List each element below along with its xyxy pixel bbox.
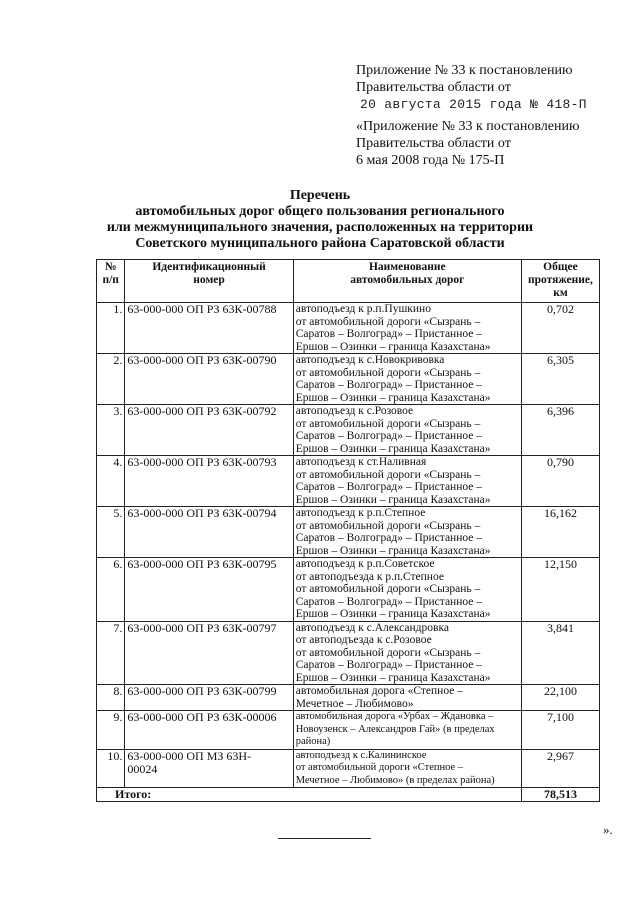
- row-length: 0,702: [521, 303, 599, 354]
- row-length: 6,305: [521, 354, 599, 405]
- row-number: 8.: [97, 685, 125, 711]
- title-line-2: автомобильных дорог общего пользования регионального: [135, 204, 505, 219]
- header-line-2: Правительства области от: [356, 80, 511, 95]
- table-row: [97, 354, 600, 405]
- row-road-name: автоподъезд к р.п.Пушкино от автомобильной дороги «Сызрань – Саратов – Волгоград» – Пристанное – Ершов – Озинки – граница Казахстана»: [293, 303, 521, 354]
- row-road-name: автомобильная дорога «Урбах – Ждановка – Новоузенск – Александров Гай» (в пределах района): [293, 711, 521, 750]
- table-row: [97, 507, 600, 558]
- row-number: 6.: [97, 558, 125, 622]
- total-value: 78,513: [521, 788, 599, 802]
- row-road-name: автоподъезд к с.Новокривовка от автомобильной дороги «Сызрань – Саратов – Волгоград» – Пристанное – Ершов – Озинки – граница Казахстана»: [293, 354, 521, 405]
- header2-line-2: Правительства области от: [356, 136, 511, 151]
- table-row: [97, 621, 600, 685]
- title-line-1: Перечень: [289, 188, 351, 203]
- row-number: 9.: [97, 711, 125, 750]
- row-length: 2,967: [521, 749, 599, 788]
- table-row: [97, 558, 600, 622]
- row-number: 4.: [97, 456, 125, 507]
- row-identifier: 63-000-000 ОП РЗ 63К-00793: [125, 456, 293, 507]
- row-length: 3,841: [521, 621, 599, 685]
- table-row: [97, 303, 600, 354]
- table-row: [97, 456, 600, 507]
- row-length: 7,100: [521, 711, 599, 750]
- signature-line: [278, 838, 371, 839]
- row-identifier: 63-000-000 ОП РЗ 63К-00790: [125, 354, 293, 405]
- row-road-name: автомобильная дорога «Степное – Мечетное – Любимово»: [293, 685, 521, 711]
- row-length: 0,790: [521, 456, 599, 507]
- row-road-name: автоподъезд к р.п.Степное от автомобильной дороги «Сызрань – Саратов – Волгоград» – Пристанное – Ершов – Озинки – граница Казахстана»: [293, 507, 521, 558]
- header-line-1: Приложение № 33 к постановлению: [356, 63, 573, 78]
- row-road-name: автоподъезд к р.п.Советское от автоподъезда к р.п.Степное от автомобильной дороги «Сызрань – Саратов – Волгоград» – Пристанное – Ершов – Озинки – граница Казахстана»: [293, 558, 521, 622]
- row-identifier: 63-000-000 ОП РЗ 63К-00006: [125, 711, 293, 750]
- row-road-name: автоподъезд к с.Александровка от автоподъезда к с.Розовое от автомобильной дороги «Сызрань – Саратов – Волгоград» – Пристанное – Ершов – Озинки – граница Казахстана»: [293, 621, 521, 685]
- header-id: Идентификационный номер: [125, 260, 293, 303]
- row-number: 1.: [97, 303, 125, 354]
- table-row: [97, 405, 600, 456]
- total-row: [97, 788, 600, 802]
- row-length: 16,162: [521, 507, 599, 558]
- row-number: 10.: [97, 749, 125, 788]
- row-identifier: 63-000-000 ОП РЗ 63К-00792: [125, 405, 293, 456]
- table-row: [97, 685, 600, 711]
- document-title: [0, 188, 640, 252]
- closing-quote: ».: [603, 822, 613, 837]
- row-identifier: 63-000-000 ОП РЗ 63К-00799: [125, 685, 293, 711]
- row-number: 3.: [97, 405, 125, 456]
- row-number: 2.: [97, 354, 125, 405]
- row-length: 22,100: [521, 685, 599, 711]
- roads-table: [96, 259, 600, 802]
- row-road-name: автоподъезд к с.Калининское от автомобильной дороги «Степное – Мечетное – Любимово» (в пределах района): [293, 749, 521, 788]
- total-label: Итого:: [97, 788, 522, 802]
- row-identifier: 63-000-000 ОП РЗ 63К-00788: [125, 303, 293, 354]
- row-identifier: 63-000-000 ОП РЗ 63К-00794: [125, 507, 293, 558]
- row-length: 12,150: [521, 558, 599, 622]
- row-road-name: автоподъезд к с.Розовое от автомобильной дороги «Сызрань – Саратов – Волгоград» – Пристанное – Ершов – Озинки – граница Казахстана»: [293, 405, 521, 456]
- header2-line-1: «Приложение № 33 к постановлению: [356, 119, 580, 134]
- appendix-header: [356, 62, 587, 113]
- title-line-4: Советского муниципального района Саратовской области: [135, 236, 505, 251]
- row-number: 5.: [97, 507, 125, 558]
- row-length: 6,396: [521, 405, 599, 456]
- row-number: 7.: [97, 621, 125, 685]
- row-identifier: 63-000-000 ОП РЗ 63К-00797: [125, 621, 293, 685]
- date-stamp: 20 августа 2015 года № 418-П: [360, 97, 587, 112]
- table-row: [97, 749, 600, 788]
- row-identifier: 63-000-000 ОП РЗ 63К-00795: [125, 558, 293, 622]
- header-name: Наименование автомобильных дорог: [293, 260, 521, 303]
- header-num: № п/п: [97, 260, 125, 303]
- row-identifier: 63-000-000 ОП МЗ 63Н- 00024: [125, 749, 293, 788]
- table-row: [97, 711, 600, 750]
- table-header-row: [97, 260, 600, 303]
- row-road-name: автоподъезд к ст.Наливная от автомобильной дороги «Сызрань – Саратов – Волгоград» – Пристанное – Ершов – Озинки – граница Казахстана»: [293, 456, 521, 507]
- header2-line-3: 6 мая 2008 года № 175-П: [356, 153, 505, 168]
- original-appendix-header: [356, 118, 579, 169]
- header-length: Общее протяжение, км: [521, 260, 599, 303]
- title-line-3: или межмуниципального значения, расположенных на территории: [106, 220, 534, 235]
